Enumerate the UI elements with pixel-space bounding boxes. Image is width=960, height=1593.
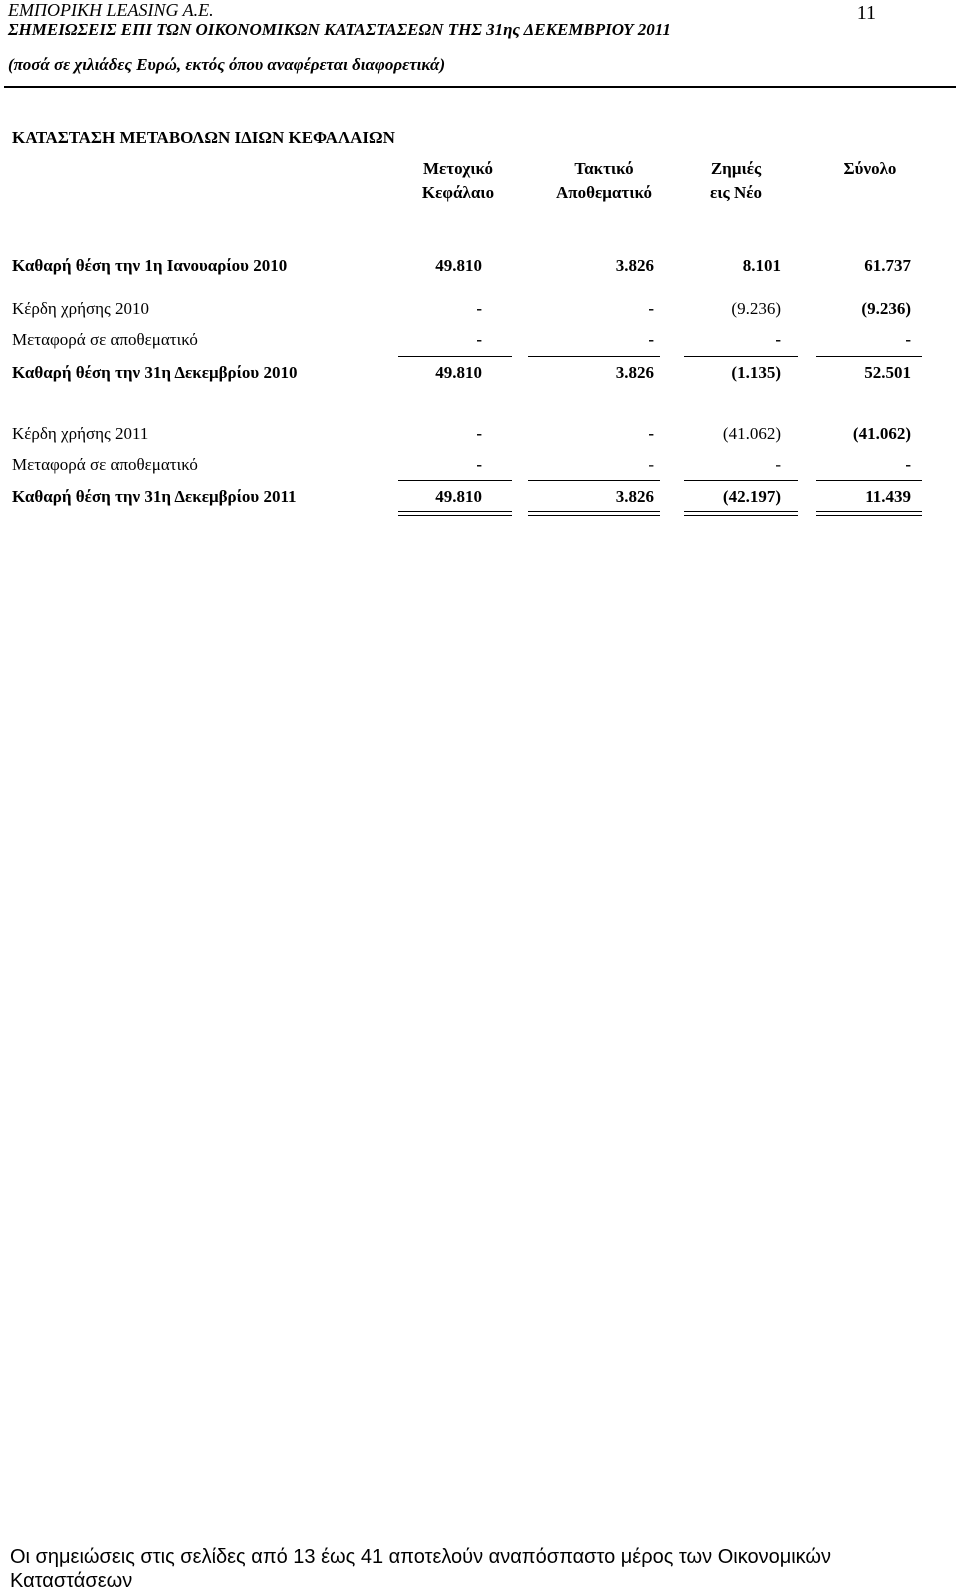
table-cell: (9.236) (731, 299, 781, 318)
table-cell: (42.197) (722, 487, 781, 506)
table-cell: - (476, 299, 482, 318)
table-cell: - (476, 424, 482, 443)
row-label-balance-dec-2010: Καθαρή θέση την 31η Δεκεμβρίου 2010 (12, 363, 298, 382)
table-cell: (41.062) (852, 424, 911, 443)
footer-note: Οι σημειώσεις στις σελίδες από 13 έως 41 αποτελούν αναπόσπαστο μέρος των Οικονομικών Καταστάσεων (10, 1546, 832, 1592)
subtotal-rule (816, 356, 922, 357)
column-header-line1: Μετοχικό (422, 159, 493, 178)
column-header-accumulated-losses (680, 157, 792, 205)
row-label-balance-jan-2010: Καθαρή θέση την 1η Ιανουαρίου 2010 (12, 256, 288, 275)
column-header-share-capital (396, 157, 520, 205)
table-cell: - (476, 455, 482, 474)
column-header-total (810, 157, 930, 181)
subtotal-rule (684, 356, 798, 357)
document-title: ΣΗΜΕΙΩΣΕΙΣ ΕΠΙ ΤΩΝ ΟΙΚΟΝΟΜΙΚΩΝ ΚΑΤΑΣΤΑΣΕΩΝ ΤΗΣ 31ης ΔΕΚΕΜΒΡΙΟΥ 2011 (8, 20, 671, 39)
subtotal-rule (684, 480, 798, 481)
row-label-balance-dec-2011: Καθαρή θέση την 31η Δεκεμβρίου 2011 (12, 487, 297, 506)
table-cell: 49.810 (435, 363, 482, 382)
table-cell: 49.810 (435, 487, 482, 506)
row-label-result-2010: Κέρδη χρήσης 2010 (12, 299, 150, 318)
header-rule (4, 86, 956, 88)
table-cell: 3.826 (615, 487, 654, 506)
column-header-line2: Κεφάλαιο (421, 183, 495, 202)
statement-title: ΚΑΤΑΣΤΑΣΗ ΜΕΤΑΒΟΛΩΝ ΙΔΙΩΝ ΚΕΦΑΛΑΙΩΝ (12, 128, 395, 147)
table-cell: (1.135) (731, 363, 781, 382)
table-cell: 3.826 (615, 363, 654, 382)
subtotal-rule (398, 480, 512, 481)
page-number: 11 (856, 2, 876, 24)
row-label-transfer-reserve-2010: Μεταφορά σε αποθεματικό (12, 330, 198, 349)
table-cell: - (648, 330, 654, 349)
total-double-rule (528, 511, 660, 516)
table-cell: (41.062) (722, 424, 781, 443)
table-cell: - (905, 330, 911, 349)
total-double-rule (816, 511, 922, 516)
column-header-statutory-reserve (534, 157, 674, 205)
subtotal-rule (528, 480, 660, 481)
table-cell: 3.826 (615, 256, 654, 275)
subtotal-rule (528, 356, 660, 357)
table-cell: (9.236) (861, 299, 911, 318)
subtotal-rule (398, 356, 512, 357)
table-cell: - (648, 299, 654, 318)
table-cell: - (775, 330, 781, 349)
table-cell: 61.737 (864, 256, 911, 275)
column-header-line1: Ζημιές (710, 159, 762, 178)
column-header-line2: εις Νέο (710, 183, 762, 202)
row-label-transfer-reserve-2011: Μεταφορά σε αποθεματικό (12, 455, 198, 474)
table-cell: - (476, 330, 482, 349)
table-cell: 8.101 (742, 256, 781, 275)
table-cell: - (648, 424, 654, 443)
table-cell: 52.501 (864, 363, 911, 382)
column-header-line1: Τακτικό (574, 159, 634, 178)
column-header-line2: Αποθεματικό (556, 183, 652, 202)
table-cell: - (775, 455, 781, 474)
row-label-result-2011: Κέρδη χρήσης 2011 (12, 424, 149, 443)
subtotal-rule (816, 480, 922, 481)
units-note: (ποσά σε χιλιάδες Ευρώ, εκτός όπου αναφέρεται διαφορετικά) (8, 55, 446, 74)
table-cell: 11.439 (865, 487, 911, 506)
column-header-line1: Σύνολο (843, 159, 897, 178)
total-double-rule (684, 511, 798, 516)
total-double-rule (398, 511, 512, 516)
company-name: ΕΜΠΟΡΙΚΗ LEASING A.E. (8, 0, 214, 20)
table-cell: - (905, 455, 911, 474)
table-cell: - (648, 455, 654, 474)
table-cell: 49.810 (435, 256, 482, 275)
